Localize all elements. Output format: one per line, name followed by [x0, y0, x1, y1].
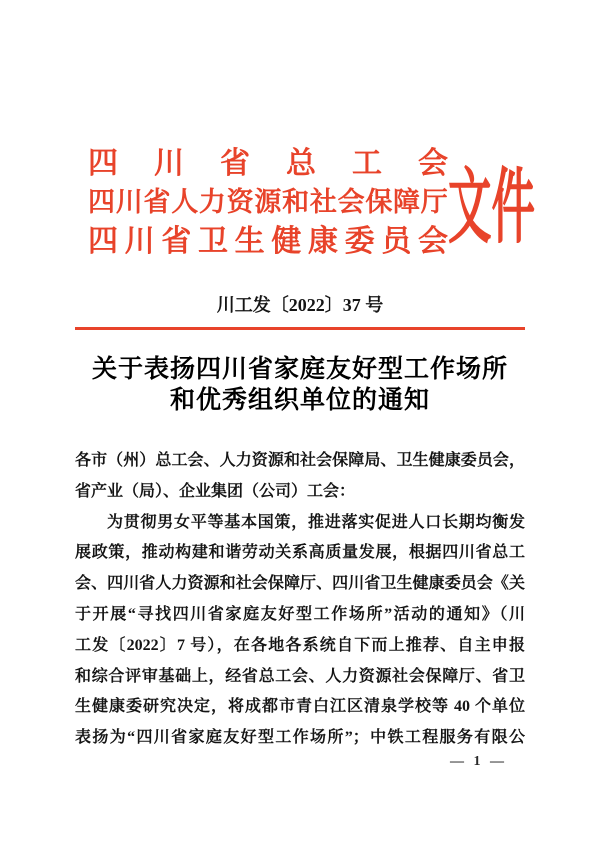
page-number: — 1 —	[450, 754, 507, 769]
body-line: 省产业（局）、企业集团（公司）工会：	[75, 482, 356, 500]
org-name-line-2: 四川省人力资源和社会保障厅	[88, 187, 448, 217]
body-line: 工发〔2022〕7 号），在各地各系统自下而上推荐、自主申报	[75, 636, 525, 654]
body-line: 于开展“寻找四川省家庭友好型工作场所”活动的通知》（川	[75, 605, 525, 623]
org-name-line-1: 四川省总工会	[88, 147, 448, 180]
body-line: 生健康委研究决定，将成都市青白江区清泉学校等 40 个单位	[75, 698, 525, 716]
doc-number: 川工发〔2022〕37 号	[216, 295, 384, 315]
body-line: 为贯彻男女平等基本国策，推进落实促进人口长期均衡发	[107, 513, 525, 531]
body-line: 表扬为“四川省家庭友好型工作场所”；中铁工程服务有限公	[75, 729, 525, 747]
document-title-line-1: 关于表扬四川省家庭友好型工作场所	[91, 356, 508, 383]
org-name-line-3: 四川省卫生健康委员会	[88, 225, 448, 258]
body-line: 会、四川省人力资源和社会保障厅、四川省卫生健康委员会《关	[75, 575, 525, 593]
red-divider-line	[75, 327, 525, 330]
document-title-line-2: 和优秀组织单位的通知	[169, 387, 430, 414]
body-line: 各市（州）总工会、人力资源和社会保障局、卫生健康委员会，	[75, 452, 525, 469]
body-line: 和综合评审基础上，经省总工会、人力资源社会保障厅、省卫	[75, 667, 525, 685]
document-title	[75, 354, 525, 416]
body-line: 展政策，推动构建和谐劳动关系高质量发展，根据四川省总工	[75, 544, 525, 562]
letterhead	[88, 144, 448, 261]
body-text	[75, 446, 525, 754]
doc-type-label: 文件	[448, 162, 535, 253]
